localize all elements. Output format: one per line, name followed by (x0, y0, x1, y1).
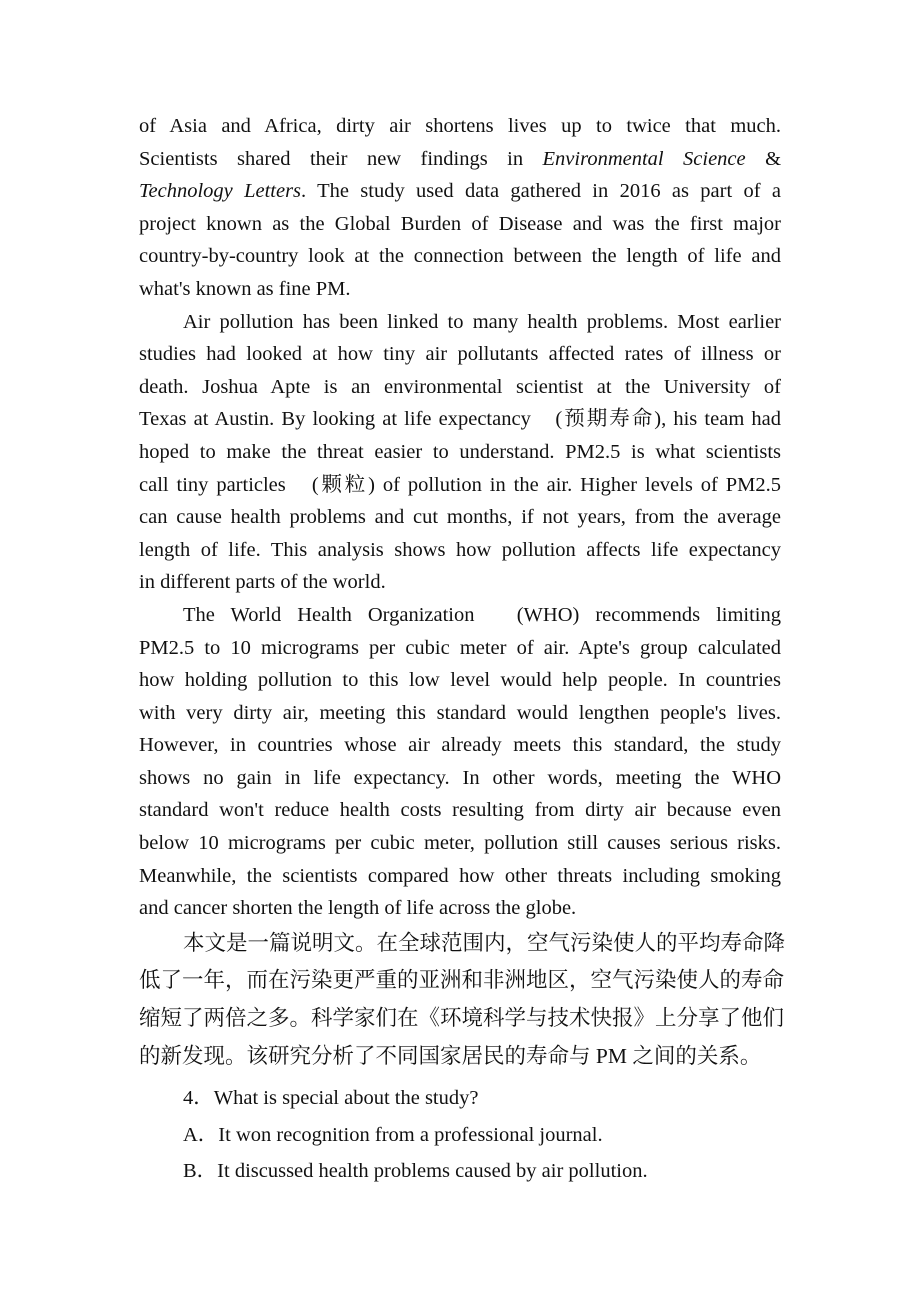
text-line: Texas at Austin. By looking at life expectancy (预期寿命), his team had (139, 408, 781, 431)
text-line: with very dirty air, meeting this standard would lengthen people's lives. (139, 701, 781, 724)
text-segment: . The study used data gathered in 2016 as part of a (301, 180, 781, 203)
text-line: 的新发现。该研究分析了不同国家居民的寿命与 PM 之间的关系。 (139, 1043, 762, 1068)
journal-title: Technology Letters (139, 180, 302, 203)
paragraph (139, 306, 781, 599)
text-line: The World Health Organization (WHO) recommends limiting (183, 603, 781, 626)
text-line: 缩短了两倍之多。科学家们在《环境科学与技术快报》上分享了他们 (139, 1006, 785, 1031)
text-line: call tiny particles (颗粒) of pollution in the air. Higher levels of PM2.5 (139, 473, 781, 496)
text-line: 本文是一篇说明文。在全球范围内，空气污染使人的平均寿命降 (183, 930, 786, 955)
text-line: studies had looked at how tiny air pollutants affected rates of illness or (139, 343, 781, 366)
option-a: A．It won recognition from a professional journal. (183, 1123, 603, 1146)
text-line: what's known as fine PM. (139, 277, 351, 300)
text-line: can cause health problems and cut months, if not years, from the average (139, 506, 781, 529)
text-line: and cancer shorten the length of life across the globe. (139, 897, 577, 920)
text-segment: Scientists shared their new findings in (139, 147, 543, 170)
text-line (139, 175, 781, 208)
text-line: 低了一年，而在污染更严重的亚洲和非洲地区，空气污染使人的寿命 (139, 968, 785, 993)
text-line (139, 143, 781, 176)
text-line: Meanwhile, the scientists compared how other threats including smoking (139, 864, 781, 887)
paragraph (139, 110, 781, 306)
chinese-summary-paragraph (139, 925, 786, 1075)
question-block (139, 1080, 781, 1190)
journal-title: Environmental Science (542, 147, 746, 170)
text-line: below 10 micrograms per cubic meter, pollution still causes serious risks. (139, 832, 781, 855)
text-line: country-by-country look at the connection between the length of life and (139, 245, 781, 268)
text-segment: & (745, 147, 782, 170)
text-line: in different parts of the world. (139, 571, 386, 594)
text-line: shows no gain in life expectancy. In other words, meeting the WHO (139, 766, 781, 789)
text-line: standard won't reduce health costs resulting from dirty air because even (139, 799, 781, 822)
text-line: However, in countries whose air already meets this standard, the study (139, 734, 781, 757)
question-stem: 4．What is special about the study? (183, 1087, 479, 1109)
text-line: project known as the Global Burden of Disease and was the first major (139, 212, 781, 235)
text-line: length of life. This analysis shows how pollution affects life expectancy (139, 538, 781, 561)
text-line: of Asia and Africa, dirty air shortens lives up to twice that much. (139, 115, 781, 137)
paragraph (139, 599, 781, 925)
text-line: Air pollution has been linked to many health problems. Most earlier (183, 310, 781, 333)
text-line: death. Joshua Apte is an environmental scientist at the University of (139, 375, 781, 398)
text-line: PM2.5 to 10 micrograms per cubic meter of air. Apte's group calculated (139, 636, 781, 659)
passage (139, 110, 786, 1075)
text-line: how holding pollution to this low level would help people. In countries (139, 669, 781, 692)
text-line: hoped to make the threat easier to understand. PM2.5 is what scientists (139, 440, 781, 463)
option-b: B．It discussed health problems caused by air pollution. (183, 1160, 648, 1183)
